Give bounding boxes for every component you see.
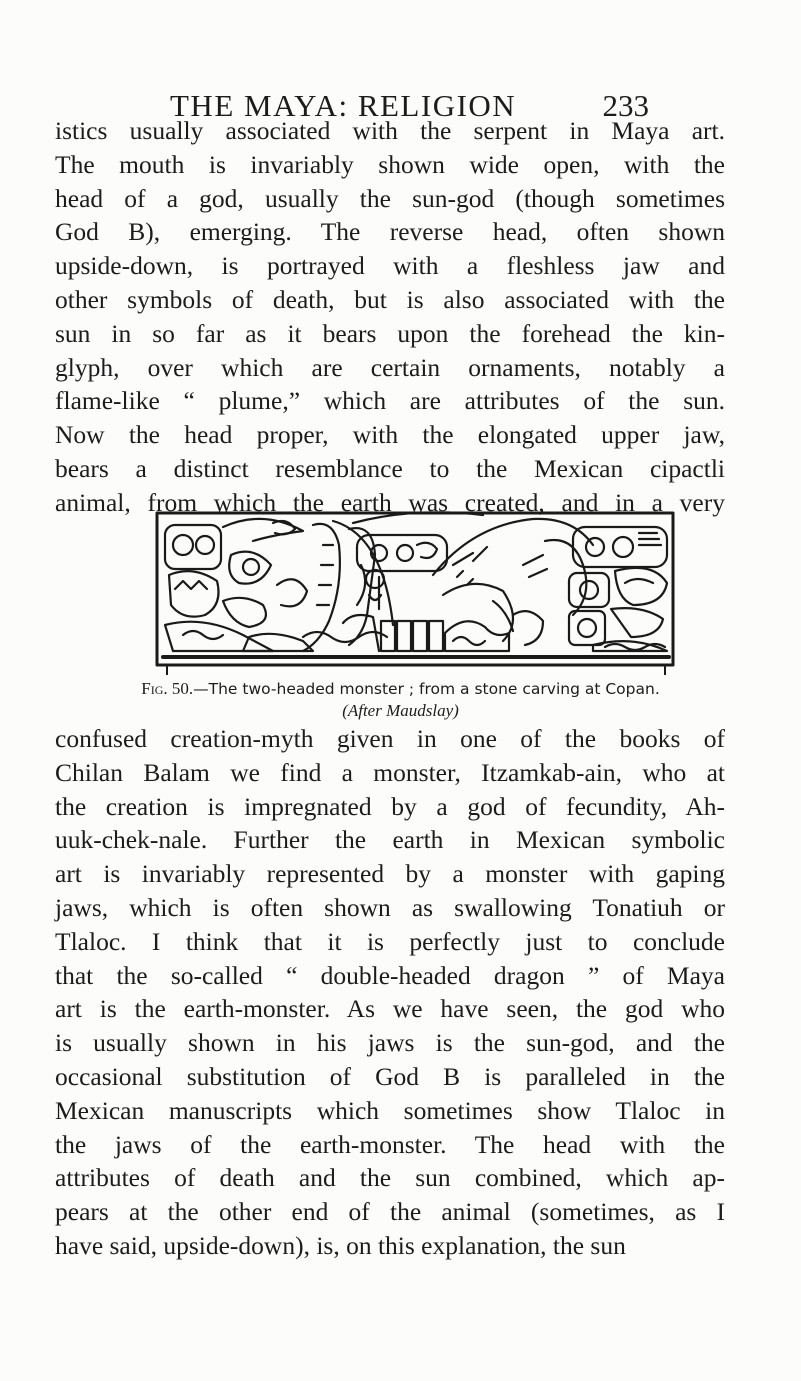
text-line: God B), emerging. The reverse head, often shown <box>55 217 725 247</box>
text-line: Now the head proper, with the elongated upper jaw, <box>55 420 725 450</box>
text-line: occasional substitution of God B is paralleled in the <box>55 1061 725 1091</box>
text-line: Tlaloc. I think that it is perfectly just to conclude <box>55 926 725 956</box>
paragraph-bottom <box>55 722 725 1263</box>
figure-caption <box>0 678 801 721</box>
text-line: the creation is impregnated by a god of fecundity, Ah- <box>55 791 725 821</box>
two-headed-monster-illustration <box>153 505 679 675</box>
text-line: sun in so far as it bears upon the forehead the kin- <box>55 318 725 348</box>
text-line: head of a god, usually the sun-god (though sometimes <box>55 183 725 213</box>
text-line: Mexican manuscripts which sometimes show Tlaloc in <box>55 1095 725 1125</box>
figure-caption-text: —The two-headed monster ; from a stone carving at Copan. <box>193 680 660 698</box>
text-line: art is the earth-monster. As we have seen, the god who <box>55 994 725 1024</box>
text-line: uuk-chek-nale. Further the earth in Mexican symbolic <box>55 825 725 855</box>
text-line: upside-down, is portrayed with a fleshless jaw and <box>55 251 725 281</box>
text-line: other symbols of death, but is also associated with the <box>55 284 725 314</box>
text-line: pears at the other end of the animal (sometimes, as I <box>55 1197 725 1227</box>
text-line: flame-like “ plume,” which are attributes of the sun. <box>55 386 725 416</box>
text-line: istics usually associated with the serpent in Maya art. <box>55 116 725 145</box>
running-head: THE MAYA: RELIGION <box>170 88 517 123</box>
text-line: jaws, which is often shown as swallowing Tonatiuh or <box>55 892 725 922</box>
text-line: is usually shown in his jaws is the sun-god, and the <box>55 1028 725 1058</box>
text-line: attributes of death and the sun combined, which ap- <box>55 1163 725 1193</box>
text-line: The mouth is invariably shown wide open, with the <box>55 149 725 179</box>
figure-stone-carving <box>153 505 679 675</box>
text-line: bears a distinct resemblance to the Mexican cipactli <box>55 453 725 483</box>
paragraph-top <box>55 114 725 520</box>
text-line: Chilan Balam we find a monster, Itzamkab-ain, who at <box>55 757 725 787</box>
text-line: have said, upside-down), is, on this explanation, the sun <box>55 1230 626 1260</box>
text-line: that the so-called “ double-headed dragon ” of Maya <box>55 960 725 990</box>
text-line: glyph, over which are certain ornaments, notably a <box>55 352 725 382</box>
text-line: confused creation-myth given in one of the books of <box>55 724 725 753</box>
text-line: art is invariably represented by a monster with gaping <box>55 859 725 889</box>
figure-label: Fig. 50. <box>141 679 194 698</box>
page-number: 233 <box>602 88 649 123</box>
text-line: animal, from which the earth was created, and in a very <box>55 487 725 517</box>
figure-credit: (After Maudslay) <box>342 701 459 720</box>
text-line: the jaws of the earth-monster. The head with the <box>55 1129 725 1159</box>
